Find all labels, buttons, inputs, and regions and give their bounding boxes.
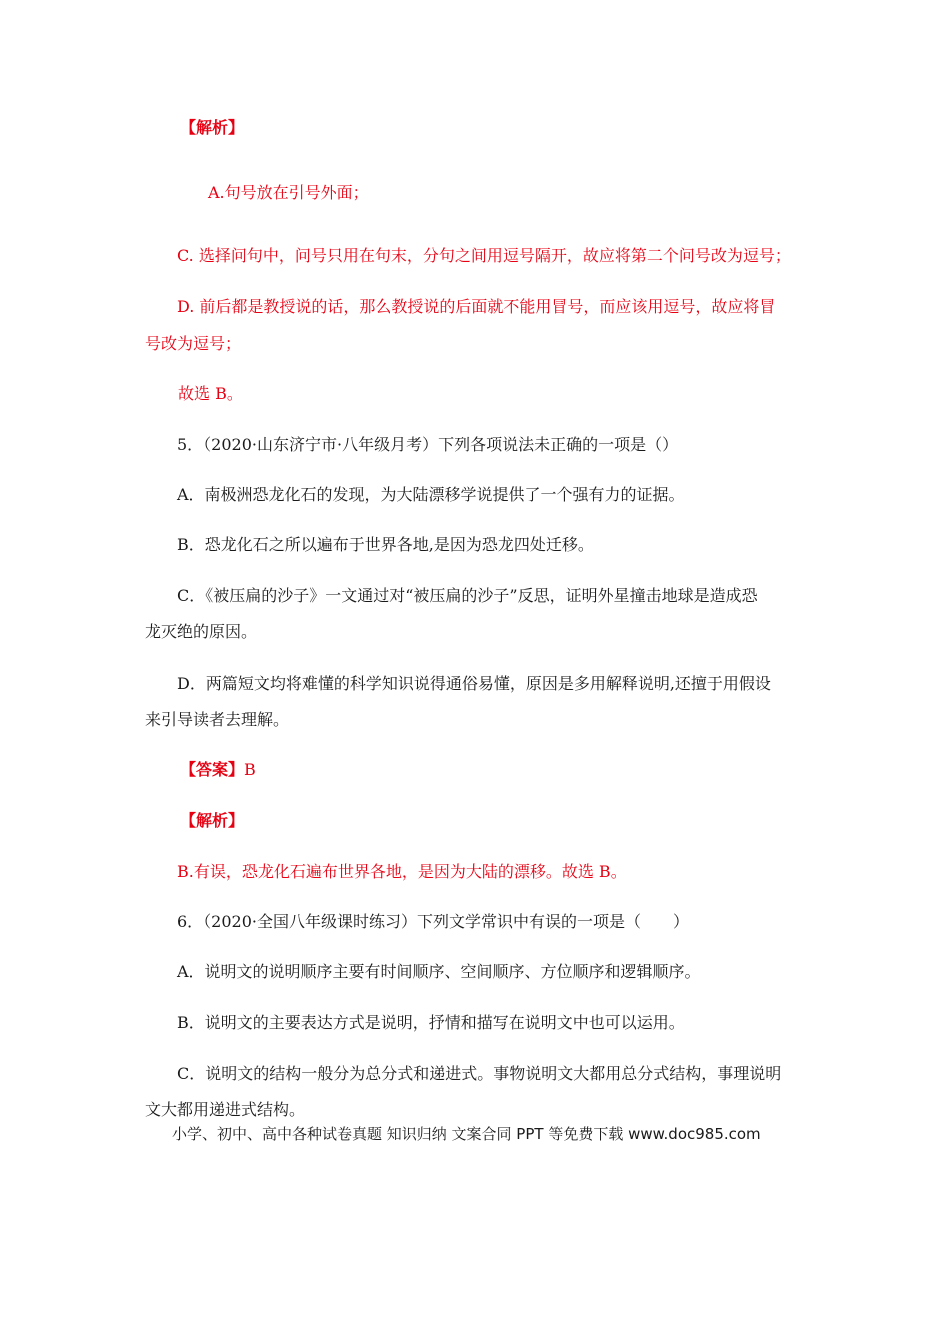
analysis-conclusion: 故选 B。: [178, 384, 243, 403]
analysis-option-a: A.句号放在引号外面；: [208, 183, 369, 202]
question-6-option-c-line1: C．说明文的结构一般分为总分式和递进式。事物说明文大都用总分式结构，事理说明: [177, 1064, 782, 1083]
analysis-option-d-line2: 号改为逗号；: [145, 334, 242, 353]
question-5-analysis: B.有误，恐龙化石遍布世界各地，是因为大陆的漂移。故选 B。: [177, 862, 627, 881]
answer-value: B: [244, 760, 256, 779]
question-5-option-a: A．南极洲恐龙化石的发现，为大陆漂移学说提供了一个强有力的证据。: [177, 485, 685, 504]
question-5-option-d-line2: 来引导读者去理解。: [145, 710, 290, 729]
question-5-option-b: B．恐龙化石之所以遍布于世界各地,是因为恐龙四处迁移。: [177, 535, 594, 554]
analysis-option-c: C. 选择问句中，问号只用在句末，分句之间用逗号隔开，故应将第二个问号改为逗号；: [177, 246, 791, 265]
question-5-option-c-line2: 龙灭绝的原因。: [145, 622, 258, 641]
question-6: 6．（2020·全国八年级课时练习）下列文学常识中有误的一项是（ ）: [177, 912, 689, 931]
answer-label: 【答案】: [180, 760, 245, 779]
analysis-label: 【解析】: [180, 811, 245, 830]
answer-line: [180, 760, 256, 780]
analysis-label: 【解析】: [180, 118, 245, 137]
question-5-option-c-line1: C．《被压扁的沙子》一文通过对“被压扁的沙子”反思，证明外星撞击地球是造成恐: [177, 586, 758, 605]
question-6-option-b: B．说明文的主要表达方式是说明，抒情和描写在说明文中也可以运用。: [177, 1013, 685, 1032]
question-6-option-c-line2: 文大都用递进式结构。: [145, 1100, 306, 1119]
question-6-option-a: A．说明文的说明顺序主要有时间顺序、空间顺序、方位顺序和逻辑顺序。: [177, 962, 701, 981]
analysis-option-d-line1: D. 前后都是教授说的话，那么教授说的后面就不能用冒号，而应该用逗号，故应将冒: [177, 297, 776, 316]
page-footer: 小学、初中、高中各种试卷真题 知识归纳 文案合同 PPT 等免费下载 www.doc985.com: [172, 1125, 761, 1143]
question-5: 5．（2020·山东济宁市·八年级月考）下列各项说法未正确的一项是（）: [177, 435, 679, 454]
question-5-option-d-line1: D．两篇短文均将难懂的科学知识说得通俗易懂，原因是多用解释说明,还擅于用假设: [177, 674, 771, 693]
